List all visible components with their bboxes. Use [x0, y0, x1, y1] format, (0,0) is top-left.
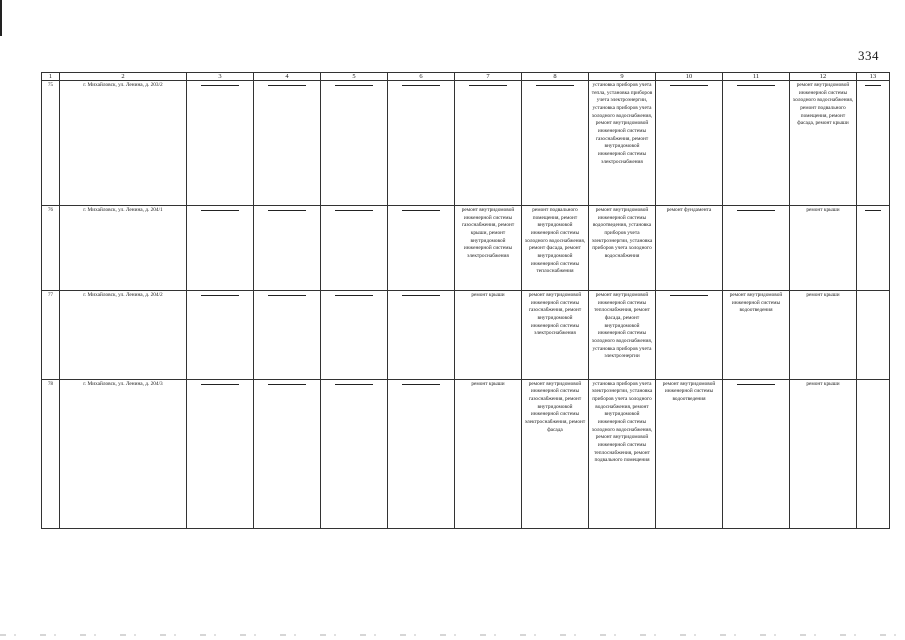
table-row — [42, 81, 890, 206]
empty-cell — [254, 379, 321, 528]
work-cell: ремонт внутридомовой инженерной системы газоснабжения, ремонт крыши, ремонт внутридомовой инженерной системы электроснабжения — [455, 206, 522, 291]
header-row — [42, 73, 890, 81]
empty-cell — [723, 379, 790, 528]
row-number: 77 — [42, 290, 60, 379]
dash-mark — [335, 85, 372, 86]
column-header: 10 — [656, 73, 723, 81]
work-cell: ремонт подвального помещения, ремонт внутридомовой инженерной системы холодного водоснабжения, ремонт фасада, ремонт внутридомовой инженерной системы теплоснабжения — [522, 206, 589, 291]
work-cell: ремонт внутридомовой инженерной системы водоотведения, установка приборов учета электроэнергии, установка приборов учета холодного водоснабжения — [589, 206, 656, 291]
dash-mark — [865, 210, 882, 211]
dash-mark — [737, 85, 774, 86]
work-cell: ремонт крыши — [790, 379, 857, 528]
empty-cell — [656, 290, 723, 379]
row-number: 78 — [42, 379, 60, 528]
column-header: 6 — [388, 73, 455, 81]
empty-cell — [321, 206, 388, 291]
empty-cell — [723, 81, 790, 206]
column-header: 7 — [455, 73, 522, 81]
empty-cell — [388, 379, 455, 528]
dash-mark — [335, 295, 372, 296]
empty-cell — [455, 81, 522, 206]
table-row — [42, 206, 890, 291]
empty-cell — [857, 206, 890, 291]
column-header: 3 — [187, 73, 254, 81]
column-header: 8 — [522, 73, 589, 81]
dash-mark — [402, 210, 439, 211]
column-header: 4 — [254, 73, 321, 81]
work-cell: ремонт внутридомовой инженерной системы газоснабжения, ремонт внутридомовой инженерной системы электроснабжения, ремонт фасада — [522, 379, 589, 528]
empty-cell — [321, 81, 388, 206]
column-header: 5 — [321, 73, 388, 81]
work-cell: ремонт крыши — [455, 379, 522, 528]
row-number: 76 — [42, 206, 60, 291]
empty-cell — [388, 290, 455, 379]
dash-mark — [670, 85, 707, 86]
column-header: 11 — [723, 73, 790, 81]
work-cell: установка приборов учета тепла, установка приборов учета электроэнергии, установка приборов учета холодного водоснабжения, ремонт внутридомовой инженерной системы газоснабжения, ремонт внутридомовой инженерной системы электроснабжения — [589, 81, 656, 206]
address-cell: г. Михайловск, ул. Ленина, д. 204/3 — [60, 379, 187, 528]
dash-mark — [201, 384, 238, 385]
empty-cell — [187, 206, 254, 291]
dash-mark — [268, 295, 305, 296]
dash-mark — [737, 210, 774, 211]
address-cell: г. Михайловск, ул. Ленина, д. 204/2 — [60, 290, 187, 379]
work-cell: ремонт внутридомовой инженерной системы водоотведения — [656, 379, 723, 528]
dash-mark — [268, 210, 305, 211]
dash-mark — [335, 210, 372, 211]
dash-mark — [268, 384, 305, 385]
column-header: 1 — [42, 73, 60, 81]
work-cell: установка приборов учета электроэнергии, установка приборов учета холодного водоснабжения, ремонт внутридомовой инженерной системы холодного водоснабжения, ремонт внутридомовой инженерной системы теплоснабжения, ремонт подвального помещения — [589, 379, 656, 528]
work-cell: ремонт фундамента — [656, 206, 723, 291]
dash-mark — [201, 85, 238, 86]
column-header: 2 — [60, 73, 187, 81]
work-cell: ремонт крыши — [790, 290, 857, 379]
column-header: 9 — [589, 73, 656, 81]
dash-mark — [670, 295, 707, 296]
dash-mark — [865, 85, 882, 86]
work-cell — [857, 379, 890, 528]
work-cell: ремонт крыши — [790, 206, 857, 291]
dash-mark — [402, 384, 439, 385]
empty-cell — [857, 81, 890, 206]
address-cell: г. Михайловск, ул. Ленина, д. 204/1 — [60, 206, 187, 291]
row-number: 75 — [42, 81, 60, 206]
dash-mark — [201, 295, 238, 296]
table-row — [42, 379, 890, 528]
empty-cell — [522, 81, 589, 206]
dash-mark — [402, 295, 439, 296]
empty-cell — [187, 290, 254, 379]
dash-mark — [536, 85, 573, 86]
dash-mark — [737, 384, 774, 385]
dash-mark — [469, 85, 506, 86]
empty-cell — [388, 81, 455, 206]
table-row — [42, 290, 890, 379]
page-number: 334 — [858, 48, 879, 63]
empty-cell — [187, 379, 254, 528]
scan-edge-mark — [0, 0, 2, 36]
work-cell: ремонт внутридомовой инженерной системы теплоснабжения, ремонт фасада, ремонт внутридомовой инженерной системы холодного водоснабжения, установка приборов учета электроэнергии — [589, 290, 656, 379]
empty-cell — [723, 206, 790, 291]
empty-cell — [187, 81, 254, 206]
empty-cell — [321, 379, 388, 528]
empty-cell — [254, 290, 321, 379]
dash-mark — [201, 210, 238, 211]
empty-cell — [656, 81, 723, 206]
work-cell: ремонт внутридомовой инженерной системы холодного водоснабжения, ремонт подвального помещения, ремонт фасада, ремонт крыши — [790, 81, 857, 206]
empty-cell — [254, 81, 321, 206]
scan-footer-noise — [0, 634, 905, 636]
empty-cell — [254, 206, 321, 291]
column-header: 13 — [857, 73, 890, 81]
works-table — [41, 72, 890, 529]
work-cell: ремонт крыши — [455, 290, 522, 379]
dash-mark — [268, 85, 305, 86]
column-header: 12 — [790, 73, 857, 81]
dash-mark — [402, 85, 439, 86]
work-cell: ремонт внутридомовой инженерной системы газоснабжения, ремонт внутридомовой инженерной системы электроснабжения — [522, 290, 589, 379]
dash-mark — [335, 384, 372, 385]
empty-cell — [388, 206, 455, 291]
work-cell — [857, 290, 890, 379]
work-cell: ремонт внутридомовой инженерной системы водоотведения — [723, 290, 790, 379]
address-cell: г. Михайловск, ул. Ленина, д. 203/2 — [60, 81, 187, 206]
empty-cell — [321, 290, 388, 379]
